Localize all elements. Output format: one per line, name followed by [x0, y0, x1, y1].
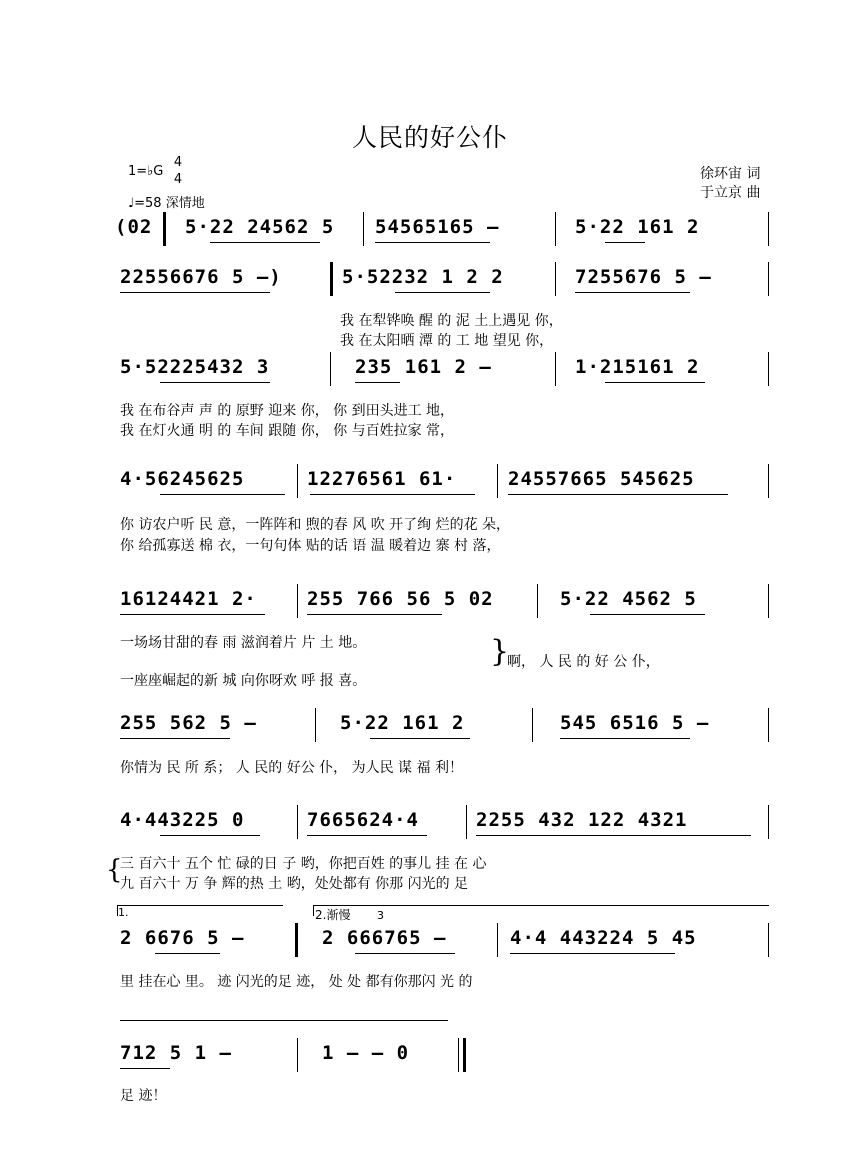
volta-label-1: 1. [118, 906, 129, 919]
song-title: 人民的好公仆 [351, 123, 508, 152]
beam [476, 835, 751, 836]
beam [510, 953, 675, 954]
bar-line [537, 584, 538, 618]
bar-line [497, 923, 498, 957]
triplet-mark: 3 [377, 909, 384, 922]
time-sig-top: 4 [173, 155, 183, 170]
measure: 4·4 443224 5 45 [510, 927, 697, 949]
lyric-line: 足 迹！ [120, 1088, 167, 1104]
measure: 235 161 2 – [355, 356, 492, 378]
measure: 255 766 56 5 02 [307, 588, 494, 610]
composer-credit: 于立京 曲 [700, 185, 761, 201]
bar-line [768, 352, 769, 386]
measure: 5·22 161 2 [340, 712, 465, 734]
measure: 22556676 5 –) [120, 266, 282, 288]
bar-line [768, 212, 769, 246]
beam [120, 292, 270, 293]
staff-system-1 [0, 212, 860, 252]
bar-line [330, 352, 331, 386]
measure: 1·215161 2 [575, 356, 700, 378]
beam [355, 953, 455, 954]
staff-system-2 [0, 262, 860, 302]
beam [155, 953, 220, 954]
bar-line [768, 708, 769, 742]
measure: 16124421 2· [120, 588, 257, 610]
lyric-line: 我 在犁铧唤 醒 的 泥 土上遇见 你， [340, 313, 563, 329]
volta-label-2: 2.渐慢 [315, 908, 351, 922]
bar-line [768, 923, 769, 957]
measure: 712 5 1 – [120, 1042, 232, 1064]
bar-line [768, 584, 769, 618]
beam [375, 242, 490, 243]
lyricist-credit: 徐环宙 词 [700, 166, 761, 182]
bar-line [297, 1038, 298, 1072]
measure: 54565165 – [375, 216, 500, 238]
lyric-brace: { [106, 855, 123, 885]
repeat-bar [330, 262, 333, 296]
tempo-marking: ♩=58 深情地 [128, 196, 205, 211]
bar-line [768, 805, 769, 839]
bar-line [363, 212, 364, 246]
measure: 24557665 545625 [508, 468, 695, 490]
beam [160, 382, 270, 383]
measure: 1 – – 0 [322, 1042, 410, 1064]
measure: 12276561 61· [307, 468, 457, 490]
lyric-line: 三 百六十 五个 忙 碌的日 子 哟，你把百姓 的事儿 挂 在 心 [120, 856, 487, 872]
beam [210, 242, 320, 243]
lyric-brace: } [490, 634, 510, 669]
bar-line [555, 262, 556, 296]
beam [120, 738, 230, 739]
measure: 5·22 4562 5 [560, 588, 697, 610]
beam [508, 494, 728, 495]
lyric-line: 我 在布谷声 声 的 原野 迎来 你， 你 到田头进工 地， [120, 403, 455, 419]
measure: 2 666765 – [322, 927, 447, 949]
measure: 2 6676 5 – [120, 927, 245, 949]
bar-line [297, 584, 298, 618]
volta-bracket-1 [117, 905, 283, 916]
measure: (02 [115, 216, 153, 238]
final-slur-line [120, 1020, 448, 1021]
bar-line [297, 805, 298, 839]
lyric-line: 我 在太阳晒 潭 的 工 地 望见 你， [340, 333, 554, 349]
key-signature: 1=♭G [128, 164, 164, 179]
bar-line [555, 212, 556, 246]
measure: 7665624·4 [307, 809, 419, 831]
beam [590, 614, 705, 615]
beam [307, 614, 442, 615]
repeat-bar [295, 923, 298, 957]
measure: 5·52225432 3 [120, 356, 270, 378]
measure: 7255676 5 – [575, 266, 712, 288]
measure: 5·52232 1 2 2 [342, 266, 504, 288]
time-sig-bottom: 4 [173, 172, 183, 187]
final-bar-thick [463, 1038, 466, 1072]
measure: 4·56245625 [120, 468, 245, 490]
measure: 5·22 24562 5 [185, 216, 335, 238]
lyric-line: 你情为 民 所 系； 人 民的 好公 仆， 为人民 谋 福 利！ [120, 760, 463, 776]
measure: 4·443225 0 [120, 809, 245, 831]
lyric-line: 一座座崛起的新 城 向你呀欢 呼 报 喜。 [120, 673, 367, 689]
beam [395, 292, 490, 293]
refrain-lyric: 啊， 人 民 的 好 公 仆， [507, 654, 660, 670]
repeat-bar [163, 212, 166, 246]
beam [307, 835, 427, 836]
beam [160, 494, 285, 495]
measure: 255 562 5 – [120, 712, 257, 734]
staff-system-5 [0, 584, 860, 624]
bar-line [555, 352, 556, 386]
beam [575, 292, 690, 293]
staff-system-3 [0, 352, 860, 392]
beam [120, 614, 265, 615]
measure: 5·22 161 2 [575, 216, 700, 238]
bar-line [466, 805, 467, 839]
lyric-line: 我 在灯火通 明 的 车间 跟随 你， 你 与百姓拉家 常， [120, 423, 455, 439]
staff-system-9 [0, 1038, 860, 1078]
beam [355, 382, 400, 383]
staff-system-4 [0, 464, 860, 504]
bar-line [768, 262, 769, 296]
staff-system-8 [0, 923, 860, 963]
staff-system-7 [0, 805, 860, 845]
beam [160, 835, 260, 836]
beam [560, 738, 690, 739]
lyric-line: 你 访农户听 民 意，一阵阵和 煦的春 风 吹 开了绚 烂的花 朵， [120, 517, 511, 533]
bar-line [497, 464, 498, 498]
beam [605, 242, 645, 243]
measure: 545 6516 5 – [560, 712, 710, 734]
measure: 2255 432 122 4321 [476, 809, 688, 831]
lyric-line: 你 给孤寡送 棉 衣，一句句体 贴的话 语 温 暖着边 寨 村 落， [120, 538, 501, 554]
beam [120, 1068, 170, 1069]
lyric-line: 一场场甘甜的春 雨 滋润着片 片 土 地。 [120, 635, 367, 651]
lyric-line: 里 挂在心 里。 迹 闪光的足 迹， 处 处 都有你那闪 光 的 [120, 974, 473, 990]
beam [605, 382, 705, 383]
bar-line [315, 708, 316, 742]
beam [310, 494, 475, 495]
bar-line [532, 708, 533, 742]
beam [370, 738, 470, 739]
bar-line [297, 464, 298, 498]
staff-system-6 [0, 708, 860, 748]
bar-line [768, 464, 769, 498]
final-bar-thin [458, 1038, 459, 1072]
lyric-line: 九 百六十 万 争 辉的热 土 哟，处处都有 你那 闪光的 足 [120, 876, 469, 892]
